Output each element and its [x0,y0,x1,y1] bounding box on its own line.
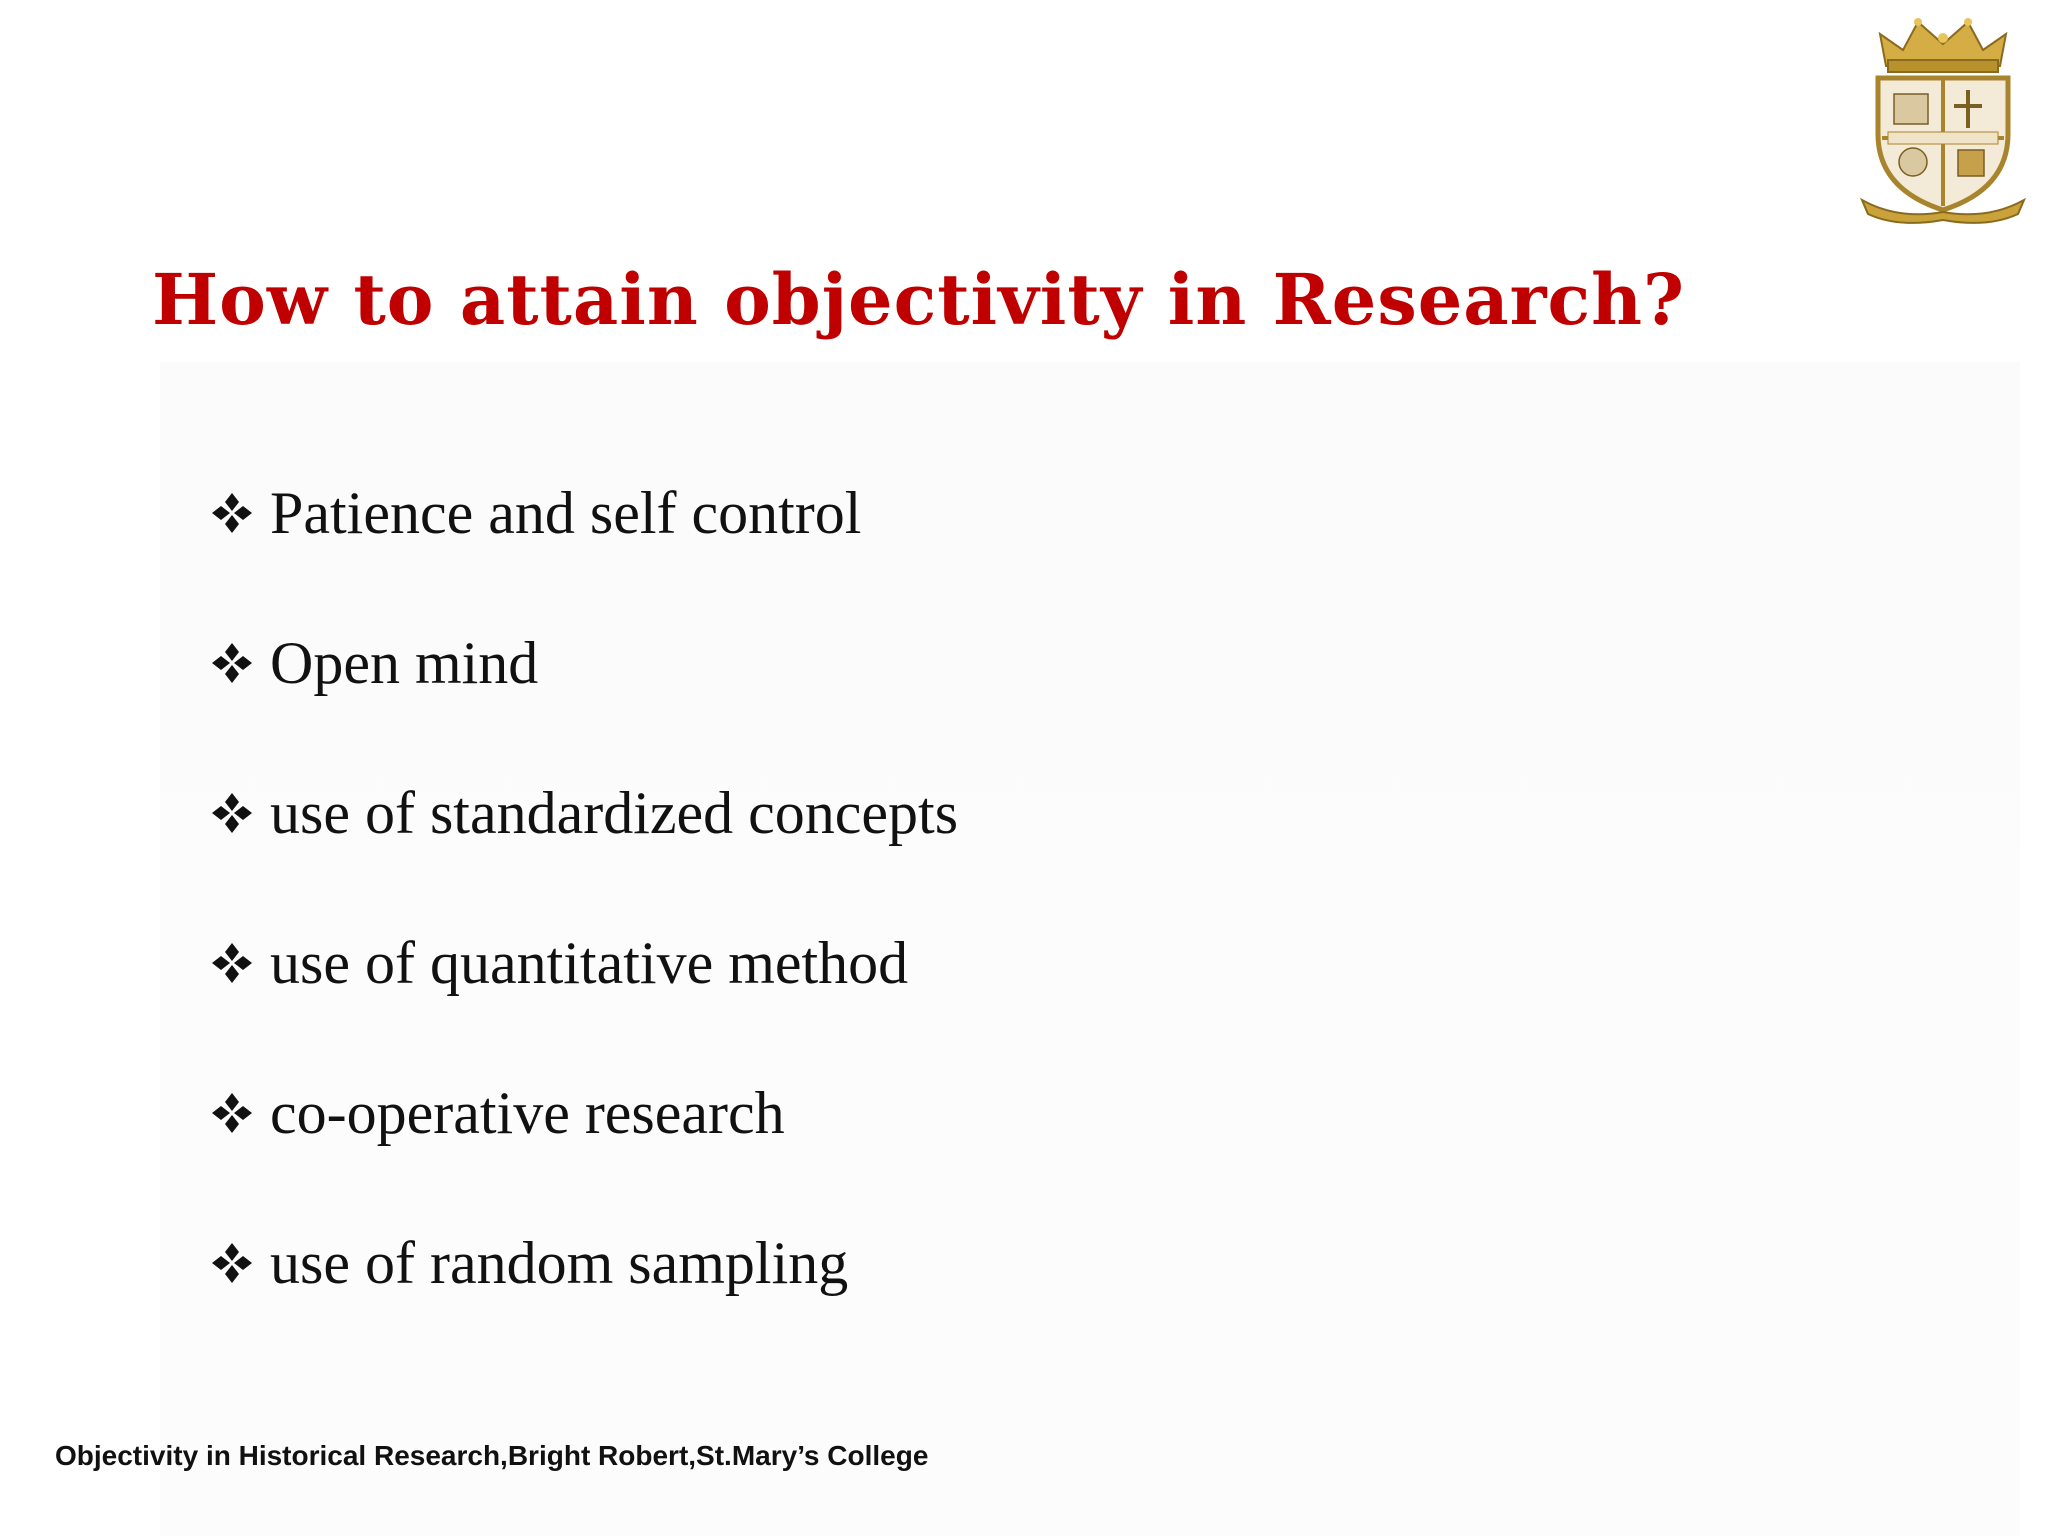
bullet-text: use of random sampling [270,1229,849,1296]
bullet-text: Open mind [270,629,539,696]
slide-footer: Objectivity in Historical Research,Bright Robert,St.Mary’s College [55,1440,929,1471]
four-diamond-bullet-icon [210,641,254,685]
four-diamond-bullet-icon [210,1241,254,1285]
bullet-text: use of standardized concepts [270,779,959,846]
four-diamond-bullet-icon [210,1091,254,1135]
shield-icon [1878,78,2008,210]
bullet-list [210,438,958,1338]
bullet-text: Patience and self control [270,479,862,546]
list-item [210,588,958,738]
list-item [210,438,958,588]
bullet-text: use of quantitative method [270,929,909,996]
bullet-text: co-operative research [270,1079,785,1146]
four-diamond-bullet-icon [210,941,254,985]
four-diamond-bullet-icon [210,491,254,535]
list-item [210,738,958,888]
slide-title: How to attain objectivity in Research? [152,258,1686,341]
list-item [210,888,958,1038]
list-item [210,1188,958,1338]
four-diamond-bullet-icon [210,791,254,835]
crown-icon [1880,18,2006,72]
college-crest-logo-icon [1858,14,2028,224]
list-item [210,1038,958,1188]
